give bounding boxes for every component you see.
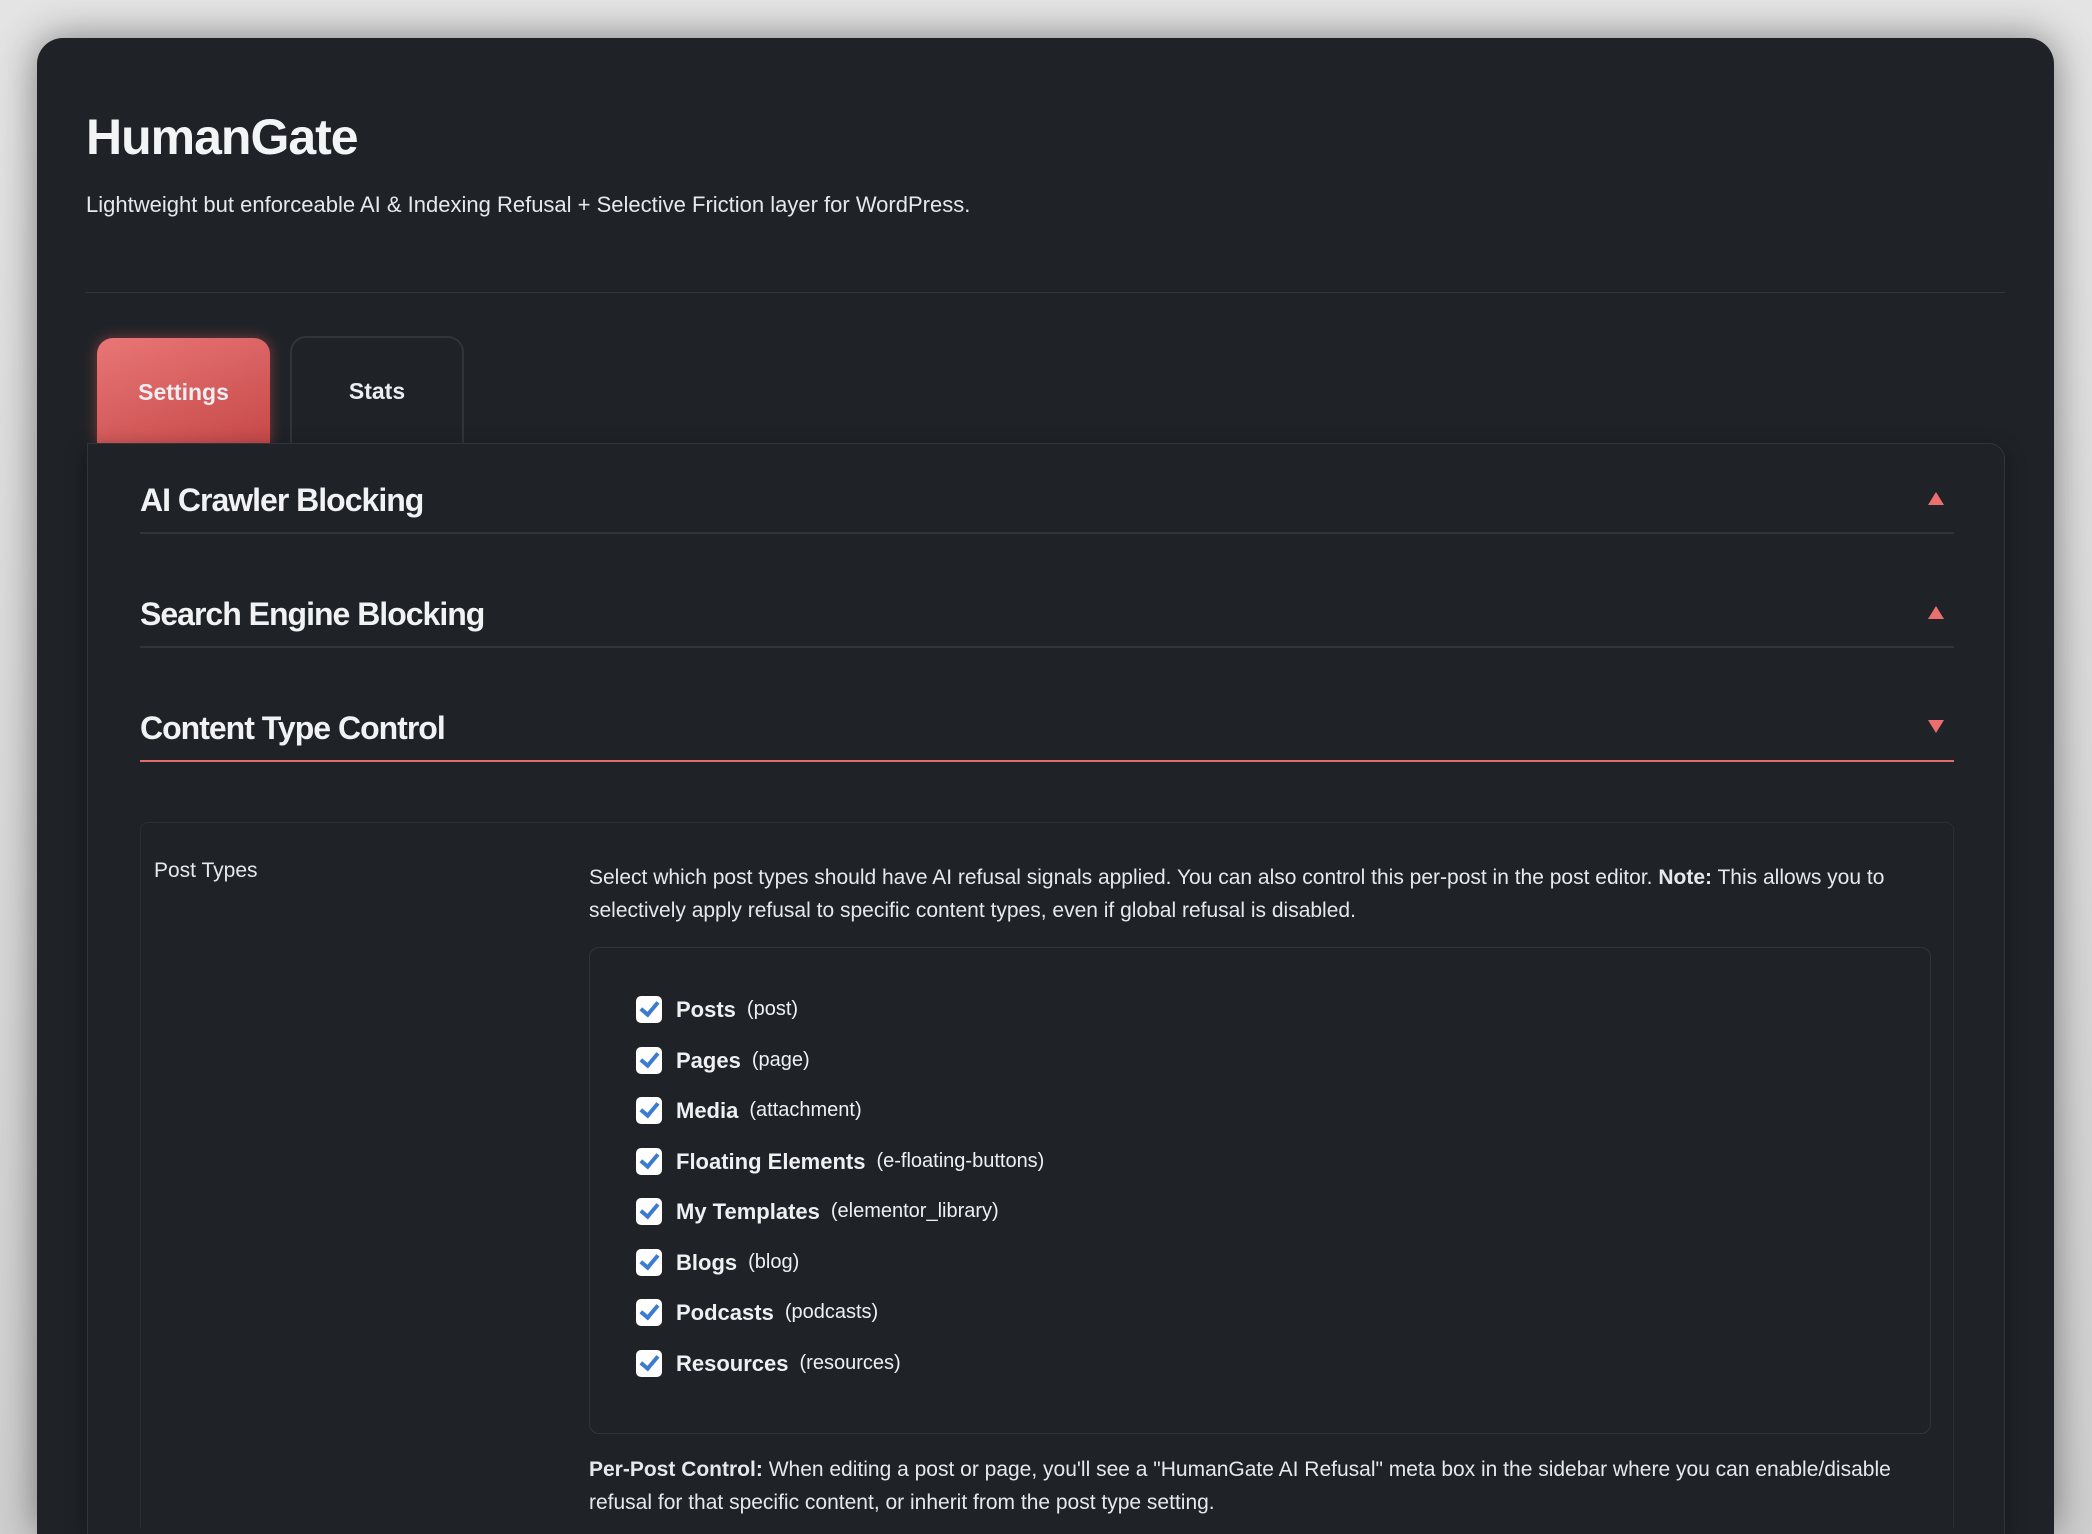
post-type-option[interactable]: Pages (page) bbox=[636, 1047, 810, 1074]
post-type-option[interactable]: Posts (post) bbox=[636, 996, 798, 1023]
section-content-type-control[interactable] bbox=[140, 702, 1954, 762]
triangle-up-icon[interactable] bbox=[1928, 606, 1944, 619]
triangle-up-icon[interactable] bbox=[1928, 492, 1944, 505]
post-types-label: Post Types bbox=[154, 859, 258, 882]
post-type-option[interactable]: Podcasts (podcasts) bbox=[636, 1299, 878, 1326]
section-ai-crawler-blocking[interactable] bbox=[140, 474, 1954, 534]
section-search-engine-blocking[interactable] bbox=[140, 588, 1954, 648]
post-type-option[interactable]: Floating Elements (e-floating-buttons) bbox=[636, 1148, 1044, 1175]
checkbox-checked[interactable] bbox=[636, 1249, 662, 1276]
checkbox-checked[interactable] bbox=[636, 996, 662, 1023]
checkbox-checked[interactable] bbox=[636, 1198, 662, 1225]
tab-settings[interactable]: Settings bbox=[97, 338, 270, 446]
post-type-option[interactable]: Blogs (blog) bbox=[636, 1249, 799, 1276]
header-divider bbox=[86, 292, 2005, 293]
checkbox-checked[interactable] bbox=[636, 1097, 662, 1124]
section-title: Search Engine Blocking bbox=[140, 596, 485, 632]
post-type-option[interactable]: Resources (resources) bbox=[636, 1350, 901, 1377]
checkbox-checked[interactable] bbox=[636, 1148, 662, 1175]
content-type-settings bbox=[140, 822, 1954, 1528]
checkbox-checked[interactable] bbox=[636, 1299, 662, 1326]
post-types-description: Select which post types should have AI refusal signals applied. You can also control this per-post in the post editor. Note: This allows you to selectively apply refusal to specific content types, even if global refusal is disabled. bbox=[589, 866, 1885, 922]
settings-panel bbox=[87, 443, 2005, 1534]
section-title: AI Crawler Blocking bbox=[140, 482, 424, 518]
checkbox-checked[interactable] bbox=[636, 1350, 662, 1377]
tab-stats[interactable]: Stats bbox=[290, 336, 464, 444]
page-subtitle: Lightweight but enforceable AI & Indexing Refusal + Selective Friction layer for WordPress. bbox=[86, 192, 971, 217]
per-post-control-note: Per-Post Control: When editing a post or page, you'll see a "HumanGate AI Refusal" meta box in the sidebar where you can enable/disable refusal for that specific content, or inherit from the post type setting. bbox=[589, 1458, 1891, 1514]
post-types-checklist bbox=[589, 947, 1931, 1434]
checkbox-checked[interactable] bbox=[636, 1047, 662, 1074]
page-title: HumanGate bbox=[86, 109, 358, 165]
post-type-option[interactable]: My Templates (elementor_library) bbox=[636, 1198, 999, 1225]
section-title: Content Type Control bbox=[140, 710, 445, 746]
app-window bbox=[37, 38, 2054, 1534]
triangle-down-icon[interactable] bbox=[1928, 720, 1944, 733]
post-type-option[interactable]: Media (attachment) bbox=[636, 1097, 862, 1124]
